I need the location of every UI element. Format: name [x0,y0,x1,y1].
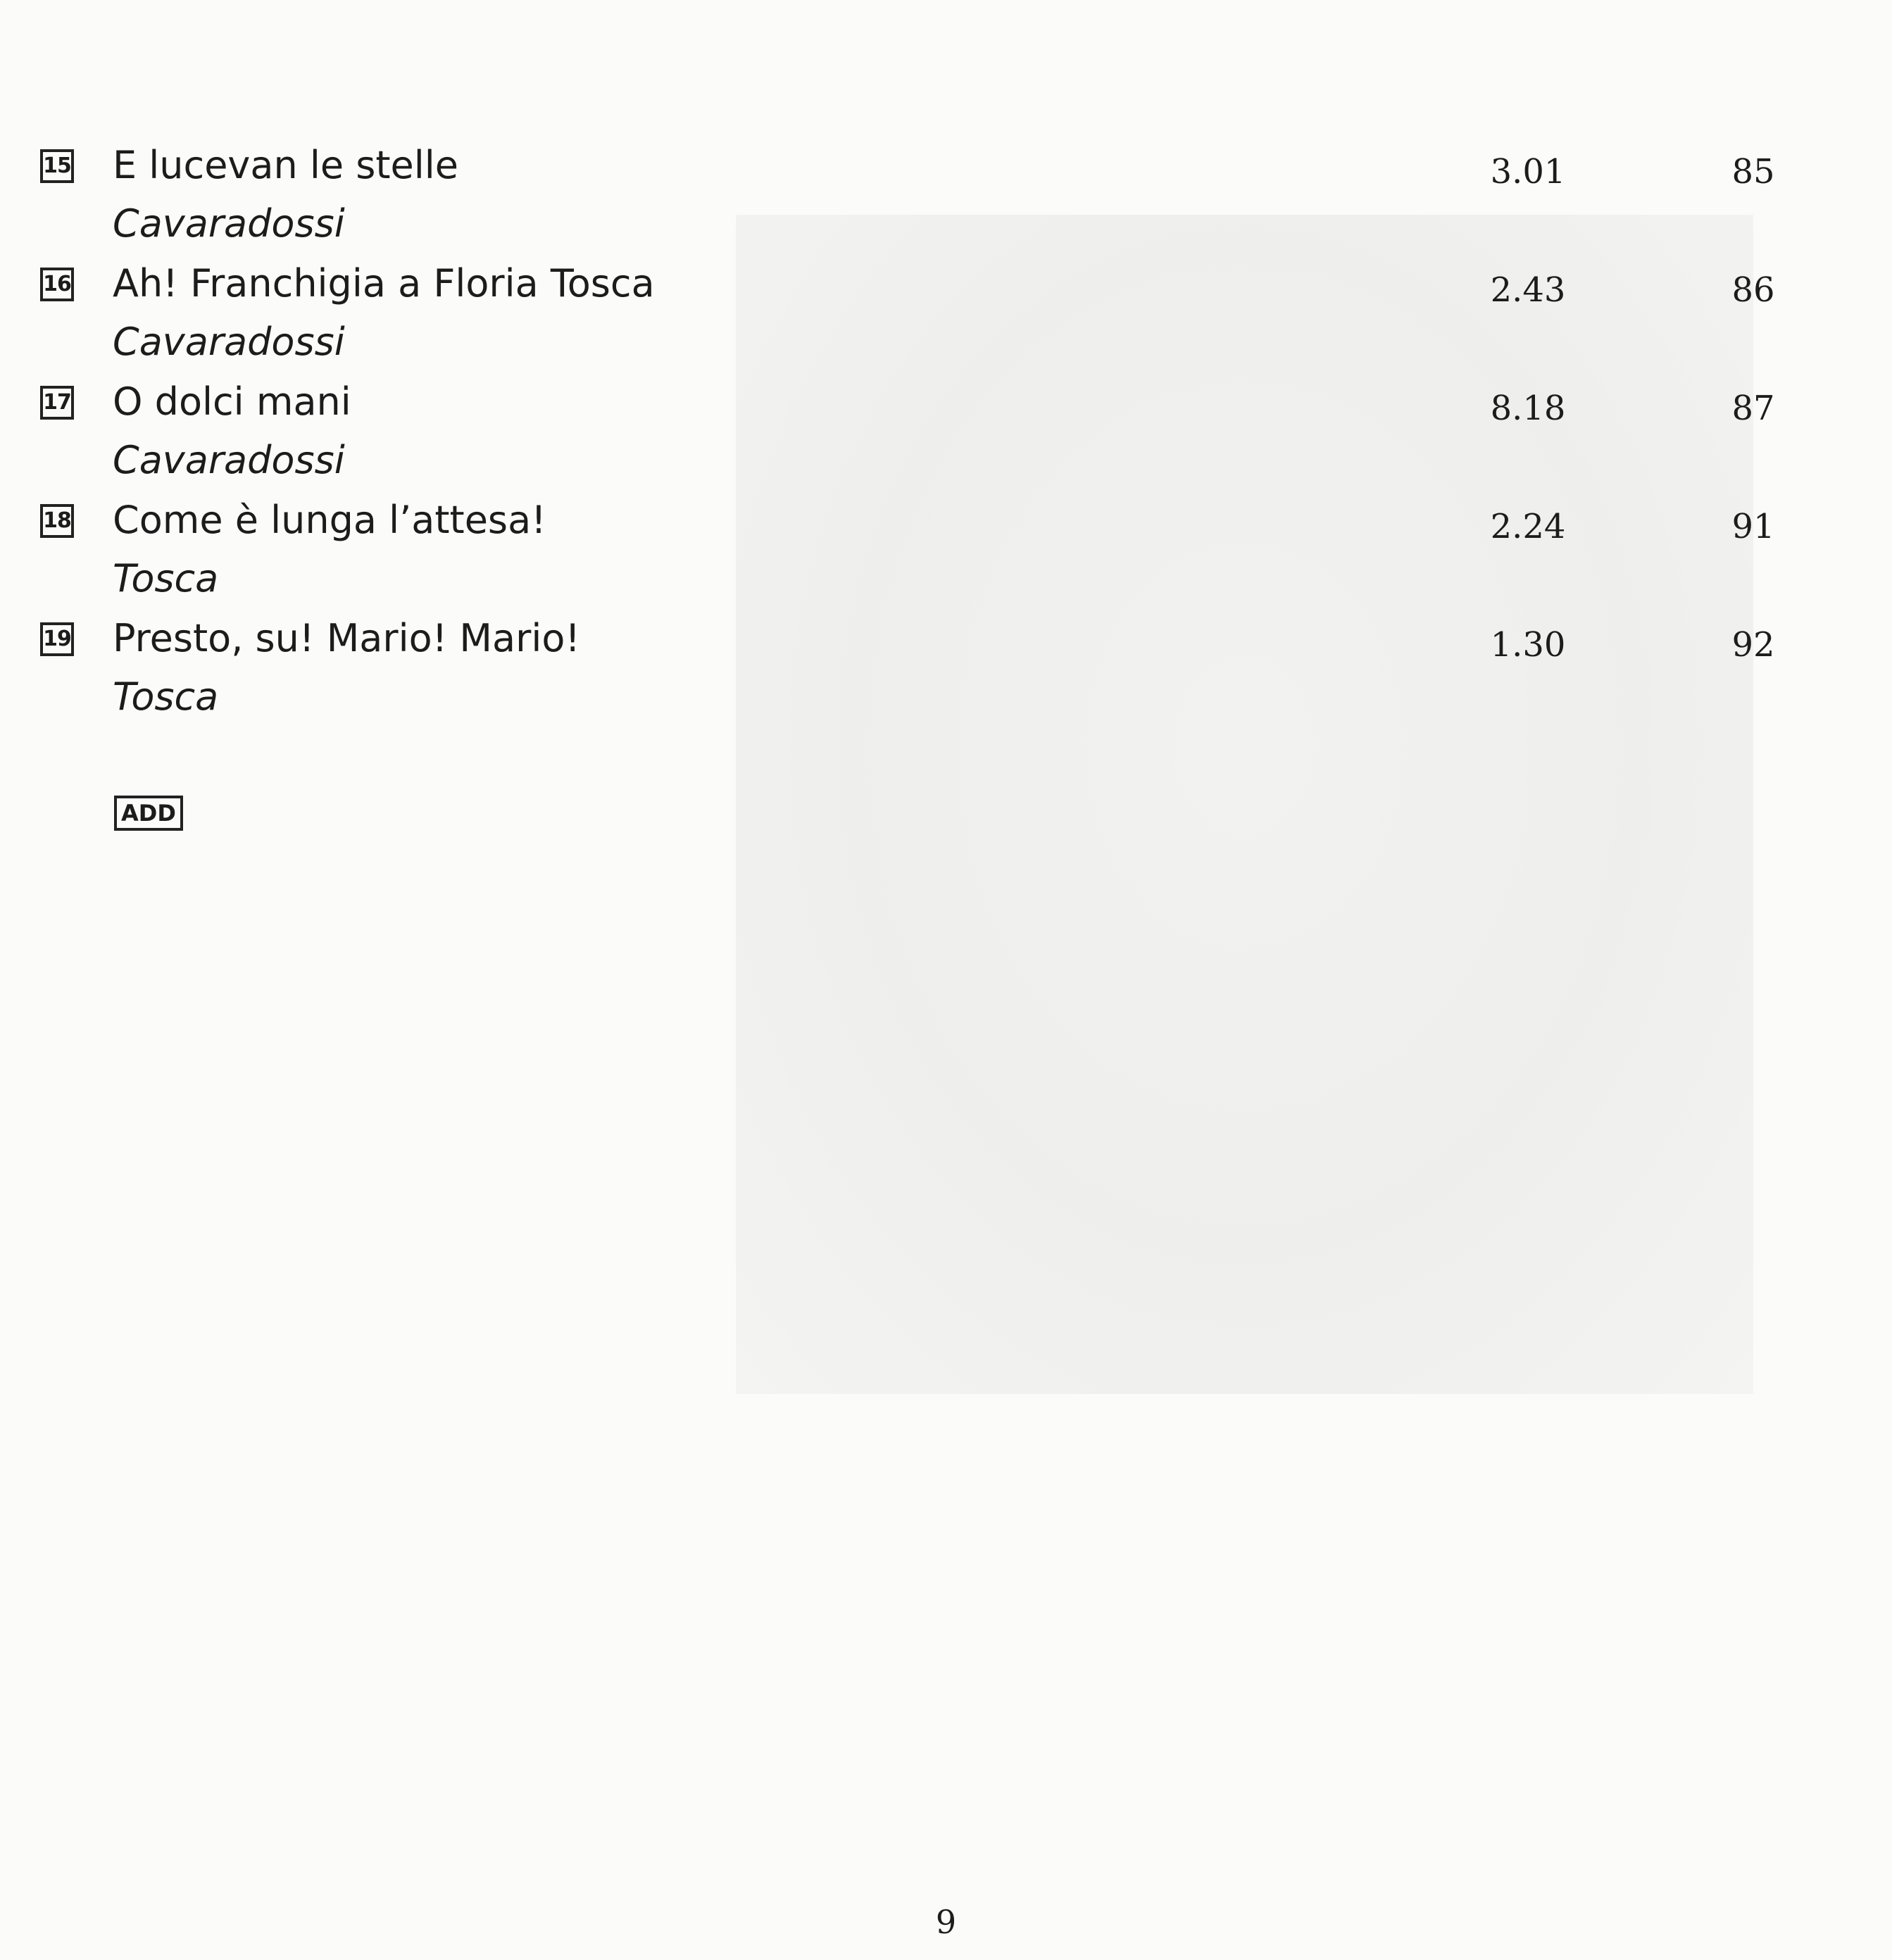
track-number: 18 [40,504,74,538]
track-page: 87 [1731,389,1775,428]
track-page: 92 [1731,625,1775,665]
track-role: Cavaradossi [113,438,345,482]
track-row [0,473,1892,719]
track-role: Cavaradossi [113,320,345,364]
track-role: Cavaradossi [113,201,345,246]
track-title: E lucevan le stelle [113,143,459,187]
track-duration: 2.24 [1490,507,1566,546]
track-number: 15 [40,149,74,183]
track-duration: 3.01 [1490,152,1566,191]
track-row [0,118,1892,364]
track-number: 17 [40,386,74,420]
track-page: 85 [1731,152,1775,191]
track-row [0,355,1892,601]
track-title: Ah! Franchigia a Floria Tosca [113,261,655,306]
track-row [0,0,1892,246]
track-row [0,237,1892,482]
track-page: 86 [1731,270,1775,310]
track-duration: 1.30 [1490,625,1566,665]
track-title: Presto, su! Mario! Mario! [113,616,581,660]
track-number: 19 [40,622,74,656]
add-badge: ADD [114,796,183,831]
track-title: Come è lunga l’attesa! [113,498,546,542]
track-role: Tosca [113,556,219,601]
track-duration: 2.43 [1490,270,1566,310]
track-duration: 8.18 [1490,389,1566,428]
page-number: 9 [935,1903,957,1941]
track-number: 16 [40,268,74,301]
track-title: O dolci mani [113,379,351,424]
track-page: 91 [1731,507,1775,546]
track-role: Tosca [113,674,219,719]
